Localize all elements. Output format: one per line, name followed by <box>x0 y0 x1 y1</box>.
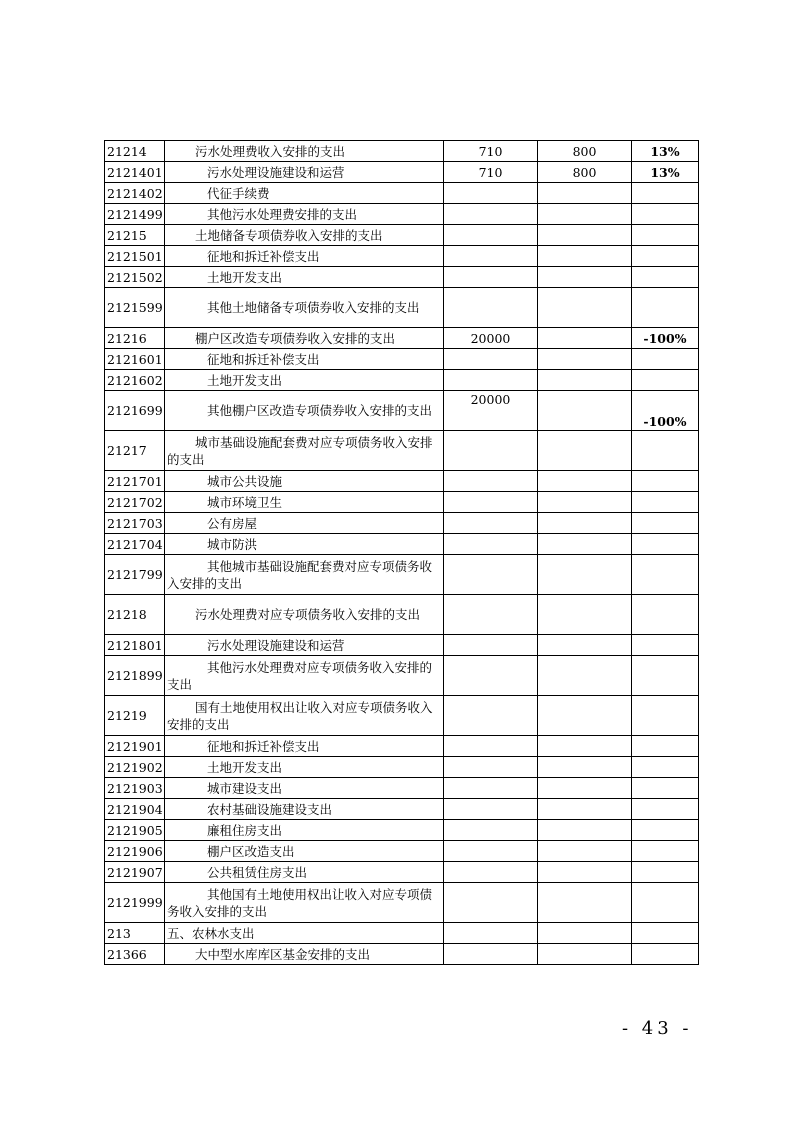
change-percent-cell <box>632 267 699 288</box>
subject-code-cell: 2121599 <box>105 288 165 328</box>
prior-year-value-cell <box>444 820 538 841</box>
subject-code-cell: 21216 <box>105 328 165 349</box>
prior-year-value-cell <box>444 349 538 370</box>
subject-name-cell <box>165 778 444 799</box>
subject-name-cell <box>165 820 444 841</box>
budget-value-cell <box>538 288 632 328</box>
budget-value-cell <box>538 696 632 736</box>
change-percent-cell <box>632 757 699 778</box>
subject-code-cell: 2121702 <box>105 492 165 513</box>
subject-code-cell: 2121502 <box>105 267 165 288</box>
table-row <box>105 923 699 944</box>
subject-name-cell <box>165 757 444 778</box>
budget-value-cell <box>538 534 632 555</box>
table-row <box>105 555 699 595</box>
table-row <box>105 391 699 431</box>
prior-year-value-cell <box>444 370 538 391</box>
prior-year-value-cell <box>444 841 538 862</box>
subject-name-text: 城市基础设施配套费对应专项债务收入安排的支出 <box>167 434 433 467</box>
prior-year-value-cell <box>444 267 538 288</box>
subject-code-cell: 2121602 <box>105 370 165 391</box>
prior-year-value-cell <box>444 513 538 534</box>
change-percent-cell <box>632 431 699 471</box>
subject-name-text: 其他污水处理费安排的支出 <box>207 206 358 222</box>
budget-value-cell <box>538 555 632 595</box>
budget-value-cell <box>538 778 632 799</box>
subject-name-text: 其他国有土地使用权出让收入对应专项债务收入安排的支出 <box>167 886 433 919</box>
prior-year-value-cell <box>444 471 538 492</box>
prior-year-value-cell <box>444 656 538 696</box>
table-row <box>105 141 699 162</box>
subject-name-text: 土地储备专项债券收入安排的支出 <box>195 227 383 243</box>
subject-name-text: 其他城市基础设施配套费对应专项债务收入安排的支出 <box>167 558 433 591</box>
budget-value-cell <box>538 883 632 923</box>
budget-expenditure-table <box>104 140 699 965</box>
prior-year-value-cell <box>444 246 538 267</box>
table-row <box>105 799 699 820</box>
budget-value-cell <box>538 736 632 757</box>
table-row <box>105 883 699 923</box>
subject-name-cell <box>165 183 444 204</box>
prior-year-value-cell <box>444 757 538 778</box>
budget-value-cell <box>538 757 632 778</box>
table-row <box>105 370 699 391</box>
subject-code-cell: 2121901 <box>105 736 165 757</box>
change-percent-cell <box>632 862 699 883</box>
subject-name-cell <box>165 267 444 288</box>
change-percent-cell: -100% <box>632 328 699 349</box>
change-percent-cell <box>632 513 699 534</box>
subject-code-cell: 2121902 <box>105 757 165 778</box>
subject-name-text: 城市防洪 <box>207 536 258 552</box>
change-percent-cell <box>632 555 699 595</box>
subject-code-cell: 21214 <box>105 141 165 162</box>
change-percent-cell <box>632 820 699 841</box>
table-row <box>105 778 699 799</box>
subject-code-cell: 2121903 <box>105 778 165 799</box>
change-percent-cell: 13% <box>632 141 699 162</box>
subject-name-cell <box>165 370 444 391</box>
subject-code-cell: 2121904 <box>105 799 165 820</box>
budget-value-cell <box>538 820 632 841</box>
subject-code-cell: 2121905 <box>105 820 165 841</box>
subject-name-cell <box>165 923 444 944</box>
subject-name-text: 其他土地储备专项债券收入安排的支出 <box>207 300 420 315</box>
subject-code-cell: 2121907 <box>105 862 165 883</box>
budget-value-cell <box>538 862 632 883</box>
prior-year-value-cell <box>444 492 538 513</box>
table-row <box>105 204 699 225</box>
subject-name-cell <box>165 534 444 555</box>
prior-year-value-cell <box>444 736 538 757</box>
subject-code-cell: 2121703 <box>105 513 165 534</box>
subject-name-cell <box>165 246 444 267</box>
budget-value-cell <box>538 492 632 513</box>
budget-value-cell <box>538 183 632 204</box>
subject-name-text: 土地开发支出 <box>207 372 283 388</box>
prior-year-value-cell: 710 <box>444 141 538 162</box>
subject-name-cell <box>165 862 444 883</box>
subject-name-cell <box>165 696 444 736</box>
subject-name-cell <box>165 471 444 492</box>
budget-value-cell <box>538 246 632 267</box>
change-percent-cell <box>632 246 699 267</box>
change-percent-cell <box>632 349 699 370</box>
subject-name-cell <box>165 204 444 225</box>
prior-year-value-cell <box>444 225 538 246</box>
prior-year-value-cell <box>444 183 538 204</box>
subject-name-text: 污水处理设施建设和运营 <box>207 637 345 653</box>
subject-code-cell: 2121999 <box>105 883 165 923</box>
subject-name-text: 土地开发支出 <box>207 269 283 285</box>
table-row <box>105 492 699 513</box>
subject-code-cell: 21366 <box>105 944 165 965</box>
prior-year-value-cell <box>444 635 538 656</box>
subject-code-cell: 2121906 <box>105 841 165 862</box>
prior-year-value-cell: 20000 <box>444 328 538 349</box>
prior-year-value-cell <box>444 778 538 799</box>
subject-code-cell: 2121799 <box>105 555 165 595</box>
subject-name-text: 其他污水处理费对应专项债务收入安排的支出 <box>167 659 433 692</box>
table-row <box>105 288 699 328</box>
change-percent-cell <box>632 204 699 225</box>
change-percent-cell <box>632 370 699 391</box>
change-percent-cell: -100% <box>632 391 699 431</box>
subject-name-cell <box>165 141 444 162</box>
subject-name-cell <box>165 162 444 183</box>
table-row <box>105 820 699 841</box>
subject-name-text: 棚户区改造支出 <box>207 843 295 859</box>
subject-name-cell <box>165 349 444 370</box>
budget-value-cell <box>538 513 632 534</box>
prior-year-value-cell <box>444 431 538 471</box>
prior-year-value-cell <box>444 534 538 555</box>
subject-code-cell: 21218 <box>105 595 165 635</box>
change-percent-cell: 13% <box>632 162 699 183</box>
prior-year-value-cell <box>444 944 538 965</box>
subject-name-text: 征地和拆迁补偿支出 <box>207 351 320 367</box>
change-percent-cell <box>632 841 699 862</box>
subject-name-cell <box>165 225 444 246</box>
subject-code-cell: 2121699 <box>105 391 165 431</box>
budget-value-cell <box>538 799 632 820</box>
subject-name-text: 城市公共设施 <box>207 473 283 489</box>
table-row <box>105 656 699 696</box>
table-row <box>105 513 699 534</box>
subject-name-cell <box>165 492 444 513</box>
prior-year-value-cell <box>444 862 538 883</box>
budget-value-cell <box>538 225 632 246</box>
budget-value-cell <box>538 431 632 471</box>
table-row <box>105 225 699 246</box>
subject-name-cell <box>165 944 444 965</box>
subject-name-cell <box>165 841 444 862</box>
change-percent-cell <box>632 696 699 736</box>
prior-year-value-cell <box>444 696 538 736</box>
table-row <box>105 267 699 288</box>
subject-name-cell <box>165 391 444 431</box>
subject-name-text: 国有土地使用权出让收入对应专项债务收入安排的支出 <box>167 699 433 732</box>
table-row <box>105 736 699 757</box>
subject-code-cell: 2121801 <box>105 635 165 656</box>
subject-code-cell: 21215 <box>105 225 165 246</box>
subject-name-text: 城市建设支出 <box>207 780 283 796</box>
subject-name-text: 征地和拆迁补偿支出 <box>207 738 320 754</box>
budget-value-cell <box>538 328 632 349</box>
subject-code-cell: 21217 <box>105 431 165 471</box>
budget-value-cell <box>538 471 632 492</box>
subject-name-cell <box>165 328 444 349</box>
subject-code-cell: 213 <box>105 923 165 944</box>
table-row <box>105 757 699 778</box>
subject-code-cell: 2121501 <box>105 246 165 267</box>
subject-name-cell <box>165 595 444 635</box>
subject-name-cell <box>165 431 444 471</box>
subject-name-cell <box>165 883 444 923</box>
subject-name-text: 污水处理设施建设和运营 <box>207 164 345 180</box>
change-percent-cell <box>632 923 699 944</box>
subject-code-cell: 21219 <box>105 696 165 736</box>
change-percent-cell <box>632 471 699 492</box>
budget-value-cell <box>538 204 632 225</box>
table-row <box>105 471 699 492</box>
subject-name-text: 土地开发支出 <box>207 759 283 775</box>
budget-value-cell: 800 <box>538 141 632 162</box>
subject-code-cell: 2121401 <box>105 162 165 183</box>
budget-value-cell <box>538 656 632 696</box>
subject-name-text: 征地和拆迁补偿支出 <box>207 248 320 264</box>
subject-name-cell <box>165 736 444 757</box>
subject-name-text: 污水处理费收入安排的支出 <box>195 143 346 159</box>
subject-code-cell: 2121701 <box>105 471 165 492</box>
subject-name-text: 代征手续费 <box>207 185 270 201</box>
table-row <box>105 431 699 471</box>
change-percent-cell <box>632 492 699 513</box>
subject-name-text: 污水处理费对应专项债务收入安排的支出 <box>195 607 421 622</box>
subject-name-cell <box>165 635 444 656</box>
budget-value-cell: 800 <box>538 162 632 183</box>
subject-code-cell: 2121499 <box>105 204 165 225</box>
table-row <box>105 944 699 965</box>
budget-value-cell <box>538 267 632 288</box>
prior-year-value-cell <box>444 595 538 635</box>
change-percent-cell <box>632 225 699 246</box>
change-percent-cell <box>632 799 699 820</box>
prior-year-value-cell <box>444 555 538 595</box>
table-row <box>105 862 699 883</box>
subject-name-text: 棚户区改造专项债券收入安排的支出 <box>195 330 396 346</box>
change-percent-cell <box>632 778 699 799</box>
budget-value-cell <box>538 944 632 965</box>
table-row <box>105 349 699 370</box>
change-percent-cell <box>632 595 699 635</box>
table-row <box>105 183 699 204</box>
subject-name-cell <box>165 656 444 696</box>
prior-year-value-cell: 20000 <box>444 391 538 431</box>
prior-year-value-cell: 710 <box>444 162 538 183</box>
subject-code-cell: 2121402 <box>105 183 165 204</box>
page-number: - 43 - <box>622 1018 693 1039</box>
table-row <box>105 595 699 635</box>
subject-name-cell <box>165 513 444 534</box>
prior-year-value-cell <box>444 883 538 923</box>
subject-name-cell <box>165 288 444 328</box>
budget-value-cell <box>538 370 632 391</box>
prior-year-value-cell <box>444 799 538 820</box>
change-percent-cell <box>632 288 699 328</box>
subject-name-cell <box>165 799 444 820</box>
subject-name-text: 农村基础设施建设支出 <box>207 801 333 817</box>
subject-name-text: 大中型水库库区基金安排的支出 <box>195 946 371 962</box>
subject-code-cell: 2121704 <box>105 534 165 555</box>
table-row <box>105 696 699 736</box>
change-percent-cell <box>632 183 699 204</box>
change-percent-cell <box>632 656 699 696</box>
change-percent-cell <box>632 883 699 923</box>
budget-value-cell <box>538 391 632 431</box>
prior-year-value-cell <box>444 923 538 944</box>
subject-name-text: 廉租住房支出 <box>207 822 283 838</box>
table-row <box>105 328 699 349</box>
table-row <box>105 246 699 267</box>
subject-code-cell: 2121899 <box>105 656 165 696</box>
budget-value-cell <box>538 635 632 656</box>
table-row <box>105 841 699 862</box>
subject-name-text: 公共租赁住房支出 <box>207 864 308 880</box>
subject-code-cell: 2121601 <box>105 349 165 370</box>
table-row <box>105 635 699 656</box>
prior-year-value-cell <box>444 204 538 225</box>
subject-name-text: 五、农林水支出 <box>167 925 255 941</box>
budget-value-cell <box>538 349 632 370</box>
subject-name-text: 城市环境卫生 <box>207 494 283 510</box>
change-percent-cell <box>632 534 699 555</box>
change-percent-cell <box>632 944 699 965</box>
prior-year-value-cell <box>444 288 538 328</box>
budget-value-cell <box>538 841 632 862</box>
change-percent-cell <box>632 736 699 757</box>
subject-name-text: 其他棚户区改造专项债券收入安排的支出 <box>207 403 433 418</box>
table-row <box>105 162 699 183</box>
subject-name-cell <box>165 555 444 595</box>
change-percent-cell <box>632 635 699 656</box>
table-row <box>105 534 699 555</box>
budget-value-cell <box>538 595 632 635</box>
subject-name-text: 公有房屋 <box>207 515 258 531</box>
budget-value-cell <box>538 923 632 944</box>
